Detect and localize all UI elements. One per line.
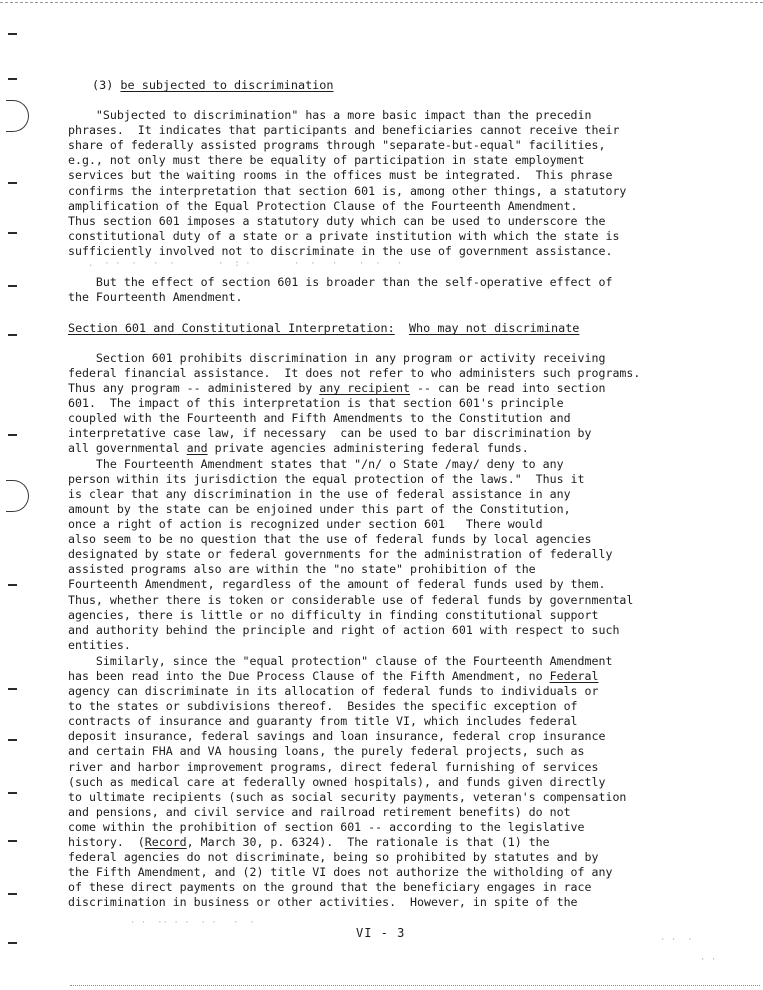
paragraph-1-line: services but the waiting rooms in the offices must be integrated. This phrase (68, 168, 613, 182)
subheading-number: (3) (92, 78, 121, 92)
paragraph-1-line: e.g., not only must there be equality of participation in state employment (68, 153, 585, 167)
paragraph-5-line: to ultimate recipients (such as social security payments, veteran's compensation (68, 790, 627, 804)
paragraph-4-line: assisted programs also are within the "no state" prohibition of the (68, 562, 536, 576)
top-edge-rule (0, 2, 763, 3)
paragraph-1-line: confirms the interpretation that section 601 is, among other things, a statutory (68, 184, 627, 198)
text-run: private agencies administering federal funds. (207, 441, 529, 455)
margin-tick-mark (8, 739, 17, 741)
paragraph-3-line: 601. The impact of this interpretation is that section 601's principle (68, 396, 564, 410)
text-run: all governmental (68, 441, 187, 455)
paragraph-4-line: also seem to be no question that the use of federal funds by local agencies (68, 532, 592, 546)
page-number: VI - 3 (356, 926, 406, 940)
paragraph-4-line: The Fourteenth Amendment states that "/n/ o State /may/ deny to any (68, 457, 564, 471)
margin-tick-mark (8, 434, 17, 436)
paragraph-4-line: agencies, there is little or no difficulty in finding constitutional support (68, 608, 599, 622)
margin-tick-mark (8, 182, 17, 184)
bottom-edge-rule (70, 985, 760, 986)
margin-tick-mark (8, 942, 17, 944)
paragraph-1-line: share of federally assisted programs through "separate-but-equal" facilities, (68, 138, 606, 152)
margin-tick-mark (8, 893, 17, 895)
paragraph-4-line: Fourteenth Amendment, regardless of the amount of federal funds used by them. (68, 577, 606, 591)
paragraph-2-line: But the effect of section 601 is broader than the self-operative effect of (68, 275, 613, 289)
punch-hole-mark (6, 100, 29, 132)
paragraph-4-line: is clear that any discrimination in the use of federal assistance in any (68, 487, 571, 501)
section-heading-gap (395, 321, 409, 335)
section-subheading: Who may not discriminate (408, 321, 580, 335)
paragraph-1-line: phrases. It indicates that participants and beneficiaries cannot receive their (68, 123, 620, 137)
paragraph-4-line: Thus, whether there is token or considerable use of federal funds by governmental (68, 593, 634, 607)
paragraph-5-line: agency can discriminate in its allocation of federal funds to individuals or (68, 684, 599, 698)
scan-noise: . · · · · · · : · · · · · · · (88, 259, 403, 269)
paragraph-5-line: discrimination in business or other activities. However, in spite of the (68, 895, 578, 909)
paragraph-4-line: and authority behind the principle and right of action 601 with respect to such (68, 623, 620, 637)
paragraph-3-line: federal financial assistance. It does not refer to who administers such programs. (68, 366, 641, 380)
underlined-text-run: and (186, 441, 208, 455)
paragraph-4-line: person within its jurisdiction the equal protection of the laws." Thus it (68, 472, 585, 486)
paragraph-5-line: the Fifth Amendment, and (2) title VI does not authorize the witholding of any (68, 865, 613, 879)
margin-tick-mark (8, 232, 17, 234)
paragraph-5-line: of these direct payments on the ground that the beneficiary engages in race (68, 880, 592, 894)
paragraph-1-line: "Subjected to discrimination" has a more basic impact than the precedin (68, 108, 592, 122)
paragraph-5-line: Similarly, since the "equal protection" clause of the Fourteenth Amendment (68, 654, 613, 668)
paragraph-5-line: deposit insurance, federal savings and loan insurance, federal crop insurance (68, 729, 606, 743)
text-run: Thus any program -- administered by (68, 381, 320, 395)
paragraph-3-line (68, 381, 605, 396)
paragraph-1-line: amplification of the Equal Protection Clause of the Fourteenth Amendment. (68, 199, 578, 213)
margin-tick-mark (8, 688, 17, 690)
paragraph-3-line (68, 441, 529, 456)
paragraph-3-line: interpretative case law, if necessary can be used to bar discrimination by (68, 426, 592, 440)
paragraph-5-line: and pensions, and civil service and railroad retirement benefits) do not (68, 805, 571, 819)
paragraph-3-line: coupled with the Fourteenth and Fifth Amendments to the Constitution and (68, 411, 571, 425)
section-heading: Section 601 and Constitutional Interpretation: (68, 321, 395, 335)
margin-tick-mark (8, 334, 17, 336)
paragraph-2-line: the Fourteenth Amendment. (68, 290, 243, 304)
subheading-line (92, 78, 334, 93)
paragraph-5-line: and certain FHA and VA housing loans, the purely federal projects, such as (68, 744, 585, 758)
paragraph-4-line: designated by state or federal governments for the administration of federally (68, 547, 613, 561)
punch-hole-mark (6, 480, 29, 512)
margin-tick-mark (8, 78, 17, 80)
text-run: -- can be read into section (410, 381, 606, 395)
paragraph-1-line: constitutional duty of a state or a private institution with which the state is (68, 229, 620, 243)
underlined-text-run: Record (144, 835, 187, 849)
paragraph-4-line: once a right of action is recognized under section 601 There would (68, 517, 543, 531)
paragraph-5-line (68, 669, 599, 684)
paragraph-5-line (68, 835, 550, 850)
paragraph-5-line: river and harbor improvement programs, direct federal furnishing of services (68, 760, 599, 774)
margin-tick-mark (8, 840, 17, 842)
section-heading-line (68, 321, 579, 336)
paragraph-5-line: (such as medical care at federally owned hospitals), and funds given directly (68, 775, 606, 789)
scan-noise: · · (700, 955, 717, 965)
paragraph-5-line: to the states or subdivisions thereof. Besides the specific exception of (68, 699, 578, 713)
paragraph-5-line: contracts of insurance and guaranty from title VI, which includes federal (68, 714, 578, 728)
margin-tick-mark (8, 792, 17, 794)
underlined-text-run: any recipient (319, 381, 411, 395)
margin-tick-mark (8, 584, 17, 586)
margin-tick-mark (8, 33, 17, 35)
scan-noise: · · ·· · · · · · · (130, 918, 255, 928)
paragraph-3-line: Section 601 prohibits discrimination in any program or activity receiving (68, 351, 606, 365)
scan-noise: · · · (660, 935, 693, 945)
paragraph-1-line: Thus section 601 imposes a statutory duty which can be used to underscore the (68, 214, 606, 228)
text-run: history. ( (68, 835, 145, 849)
subheading-text: be subjected to discrimination (120, 78, 334, 92)
paragraph-5-line: come within the prohibition of section 601 -- according to the legislative (68, 820, 585, 834)
paragraph-5-line: federal agencies do not discriminate, being so prohibited by statutes and by (68, 850, 599, 864)
margin-tick-mark (8, 285, 17, 287)
paragraph-4-line: entities. (68, 638, 131, 652)
underlined-text-run: Federal (549, 669, 599, 683)
text-run: has been read into the Due Process Clause of the Fifth Amendment, no (68, 669, 550, 683)
paragraph-1-line: sufficiently involved not to discriminate in the use of government assistance. (68, 244, 613, 258)
text-run: , March 30, p. 6324). The rationale is that (1) the (186, 835, 550, 849)
paragraph-4-line: amount by the state can be enjoined under this part of the Constitution, (68, 502, 571, 516)
